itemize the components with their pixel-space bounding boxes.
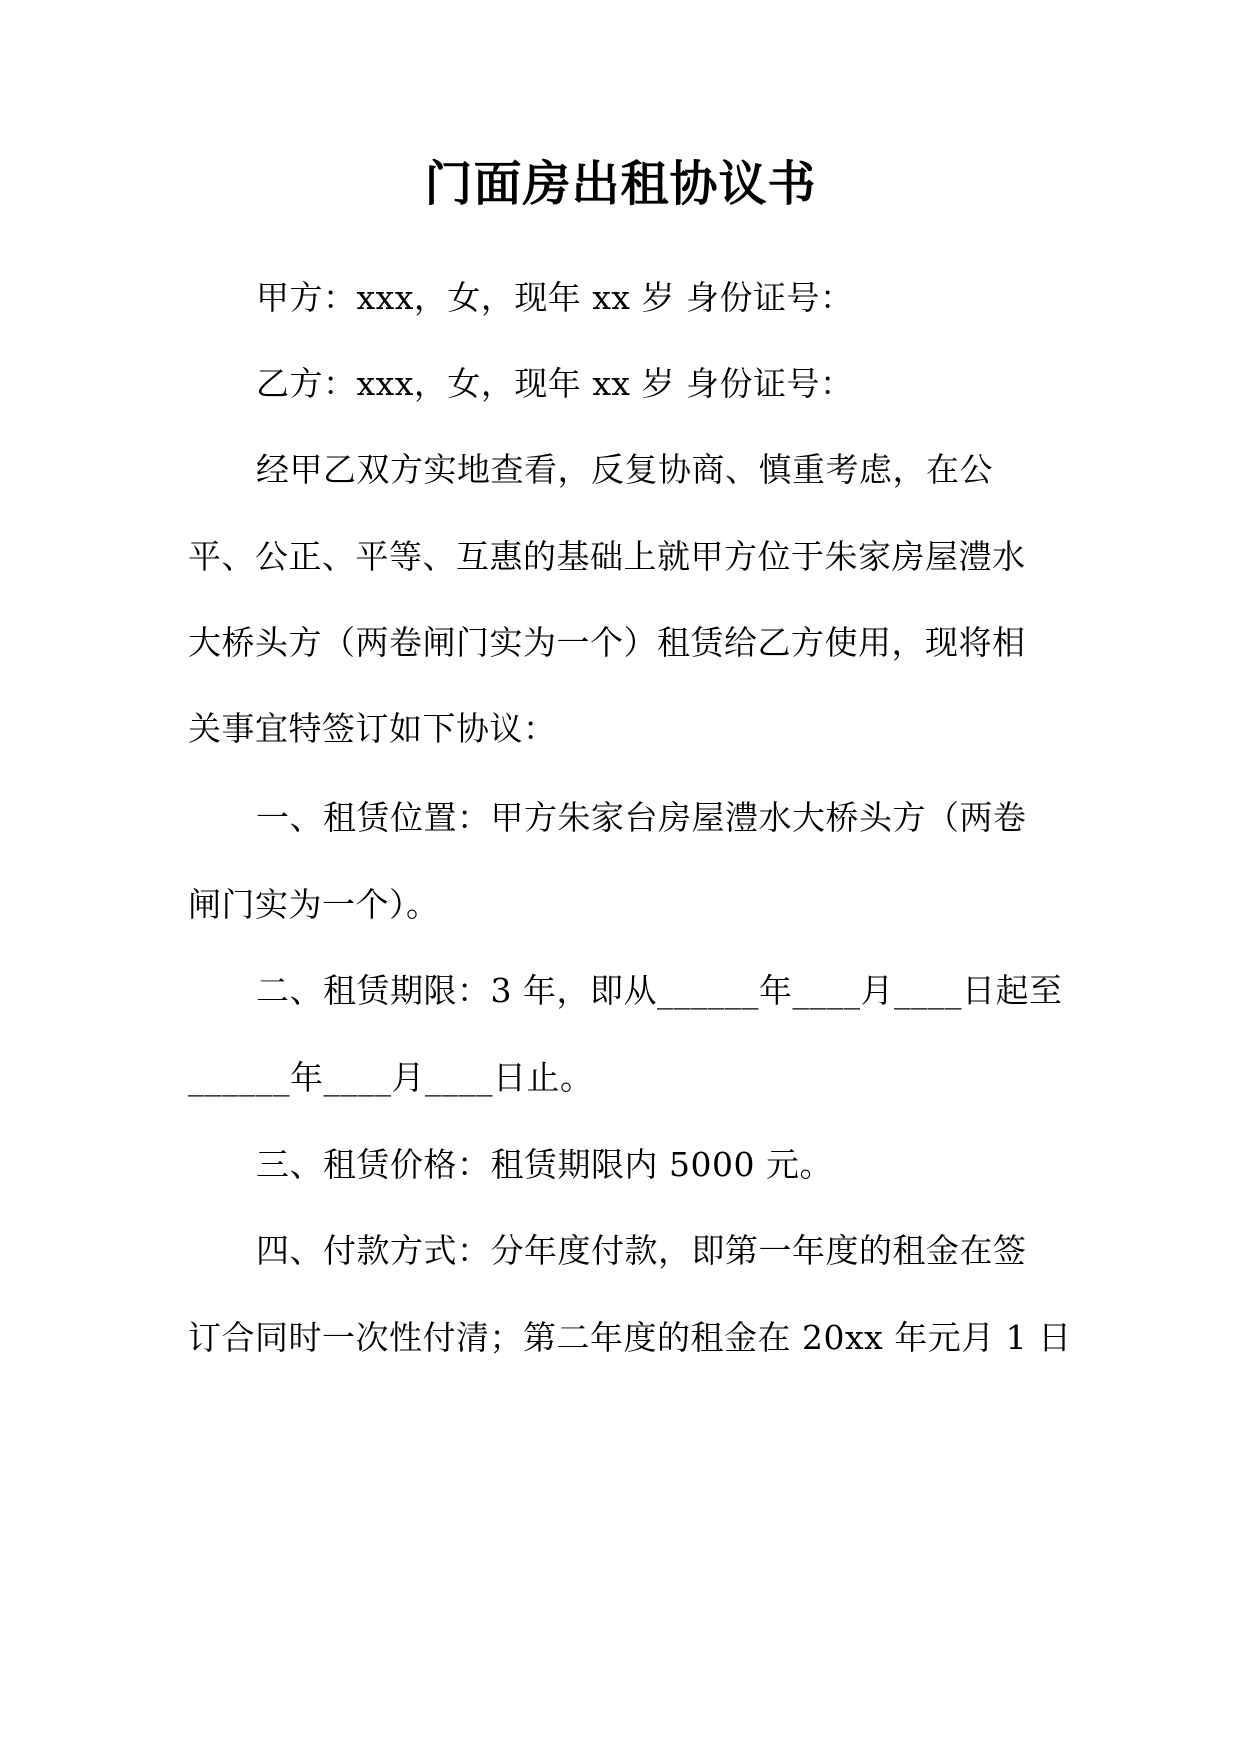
party-b-line: 乙方：xxx，女，现年 xx 岁 身份证号：: [256, 364, 854, 403]
preamble-line-4: 关事宜特签订如下协议：: [188, 709, 557, 748]
clause-3-line-1: 三、租赁价格：租赁期限内 5000 元。: [256, 1145, 833, 1184]
party-a-line: 甲方：xxx，女，现年 xx 岁 身份证号：: [256, 278, 854, 317]
preamble-line-3: 大桥头方（两卷闸门实为一个）租赁给乙方使用，现将相: [188, 623, 1026, 662]
clause-1-line-1: 一、租赁位置：甲方朱家台房屋澧水大桥头方（两卷: [256, 798, 1027, 837]
clause-4-line-2: 订合同时一次性付清；第二年度的租金在 20xx 年元月 1 日: [188, 1318, 1072, 1357]
preamble-line-1: 经甲乙双方实地查看，反复协商、慎重考虑，在公: [256, 450, 993, 489]
clause-1-line-2: 闸门实为一个）。: [188, 885, 440, 924]
clause-2-line-1: 二、租赁期限：3 年，即从______年____月____日起至: [256, 971, 1063, 1010]
preamble-line-2: 平、公正、平等、互惠的基础上就甲方位于朱家房屋澧水: [188, 537, 1026, 576]
document-title: 门面房出租协议书: [424, 156, 817, 212]
clause-4-line-1: 四、付款方式：分年度付款，即第一年度的租金在签: [256, 1231, 1027, 1270]
clause-2-line-2: ______年____月____日止。: [188, 1058, 594, 1097]
